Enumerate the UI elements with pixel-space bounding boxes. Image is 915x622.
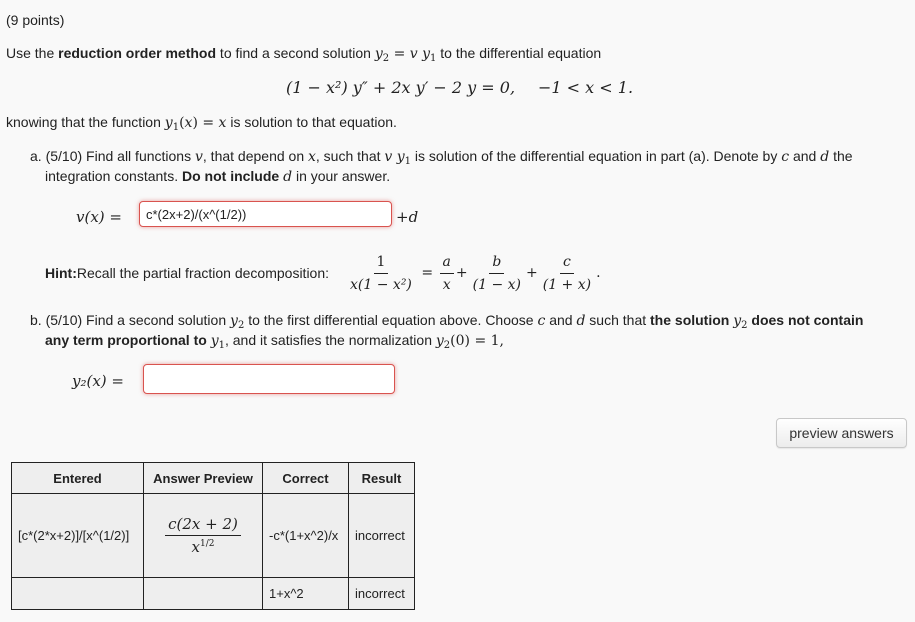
knowing-text: is solution to that equation. <box>226 114 397 130</box>
frac-den: x <box>442 276 451 293</box>
part-a-text: , such that <box>315 148 385 164</box>
math-y1-eq-x: $y_1(x) = x$ <box>164 115 227 133</box>
preview-fraction <box>165 515 241 556</box>
equation-domain: −1 < x < 1. <box>538 78 634 97</box>
knowing-text: knowing that the function <box>6 114 165 130</box>
math-d: d <box>820 149 830 165</box>
math-c: c <box>781 149 790 165</box>
correct-cell: -c*(1+x^2)/x <box>263 494 349 578</box>
preview-answers-button[interactable]: preview answers <box>776 418 907 448</box>
hint-label: Hint: <box>45 265 77 281</box>
part-b-text: and <box>545 312 577 328</box>
correct-cell: 1+x^2 <box>263 578 349 610</box>
differential-equation: (1 − x²) y″ + 2x y′ − 2 y = 0, <box>286 78 516 97</box>
y2-answer-label: y₂(x) = <box>72 372 124 390</box>
table-row <box>12 494 415 578</box>
header-entered: Entered <box>12 463 144 494</box>
math-d: d <box>576 313 586 329</box>
part-a-text: in your answer. <box>292 168 391 184</box>
math-vy1: v $y_1$ <box>384 149 412 167</box>
part-a-bold: Do not include <box>181 168 284 184</box>
y2-answer-input[interactable] <box>143 364 395 394</box>
preview-denominator: x <box>191 538 200 556</box>
part-a-text: and <box>789 148 821 164</box>
entered-cell: [c*(2*x+2)]/[x^(1/2)] <box>12 494 144 578</box>
results-table <box>11 462 415 610</box>
part-b-line2 <box>45 332 504 349</box>
frac-num: 1 <box>374 253 389 274</box>
intro-text: to find a second solution <box>216 45 375 61</box>
points-label: (9 points) <box>6 12 65 28</box>
math-v: v <box>194 149 203 165</box>
part-a-text: the <box>829 148 853 164</box>
part-a-text: , that depend on <box>202 148 308 164</box>
intro-text: Use the <box>6 45 59 61</box>
preview-exponent: 1/2 <box>199 539 215 549</box>
known-solution-text <box>6 114 397 131</box>
result-cell: incorrect <box>349 578 415 610</box>
header-result: Result <box>349 463 415 494</box>
header-correct: Correct <box>263 463 349 494</box>
math-d: d <box>283 169 293 185</box>
math-y2-eq-vy1: $y_2 = v$ $y_1$ <box>374 46 437 64</box>
math-y2: $y_2$ <box>230 313 245 331</box>
v-answer-label: v(x) = <box>76 208 122 226</box>
part-a-line1 <box>30 148 853 165</box>
part-b-bold: does not contain <box>747 312 864 328</box>
frac-num: c <box>560 253 574 274</box>
table-row <box>12 578 415 610</box>
part-b-text: to the first differential equation above. Choose <box>244 312 538 328</box>
result-cell: incorrect <box>349 494 415 578</box>
partial-fraction-formula: $\frac{1}{\text{x(1 − x²)}}$ = $\frac{a}{x}$ + $\frac{b}{(1 - x)}$ + $\frac{c}{(1 + x)}$ . <box>345 253 601 294</box>
math-y2-of-0: $y_2(0)$ <box>435 333 471 351</box>
table-header-row <box>12 463 415 494</box>
preview-cell <box>144 578 263 610</box>
problem-intro <box>6 45 601 62</box>
part-b-text: such that <box>585 312 651 328</box>
frac-den: (1 − x) <box>472 276 521 293</box>
frac-num: b <box>489 253 504 274</box>
math-x: x <box>308 149 316 165</box>
part-b-text: b. (5/10) Find a second solution <box>30 312 231 328</box>
math-c: c <box>537 313 546 329</box>
frac-den: x(1 − x²) <box>350 276 412 293</box>
part-a-text: integration constants. <box>45 168 182 184</box>
intro-text: to the differential equation <box>436 45 602 61</box>
entered-cell <box>12 578 144 610</box>
frac-num: a <box>440 253 454 274</box>
hint <box>45 251 601 295</box>
part-b-text: , and it satisfies the normalization <box>224 332 436 348</box>
part-b-bold: the solution <box>650 312 734 328</box>
math-y1: $y_1$ <box>210 333 225 351</box>
part-b-line1 <box>30 312 863 329</box>
part-b-bold: any term proportional to <box>45 332 211 348</box>
preview-cell <box>144 494 263 578</box>
math-y2: $y_2$ <box>733 313 748 331</box>
part-a-text: a. (5/10) Find all functions <box>30 148 195 164</box>
normalization-value: = 1, <box>470 333 505 349</box>
preview-numerator: c(2x + 2) <box>165 515 241 536</box>
frac-den: (1 + x) <box>542 276 592 293</box>
hint-text: Recall the partial fraction decomposition: <box>76 265 330 281</box>
plus-d-suffix: +d <box>396 208 419 226</box>
part-a-line2 <box>45 168 390 185</box>
intro-bold: reduction order method <box>58 45 217 61</box>
header-answer-preview: Answer Preview <box>144 463 263 494</box>
part-a-text: is solution of the differential equation in part (a). Denote by <box>411 148 782 164</box>
v-answer-input[interactable] <box>139 201 392 227</box>
